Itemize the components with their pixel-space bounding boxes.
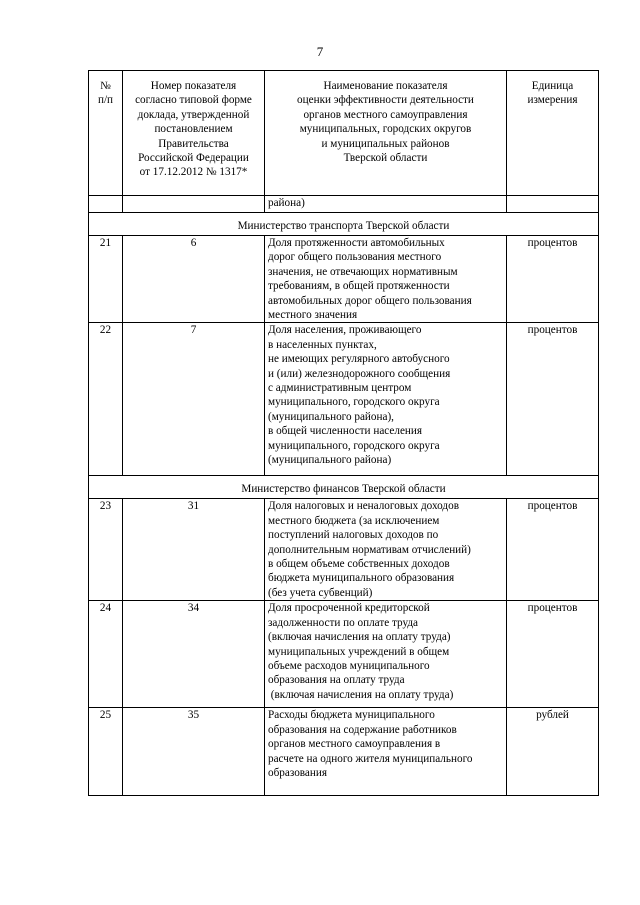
row-name: Доля налоговых и неналоговых доходов местного бюджета (за исключением поступлений налоговых доходов по дополнительным нормативам отчислений) в общем объеме собственных доходов бюджета муниципального образования (без учета субвенций) [265,499,507,601]
page-number: 7 [316,44,324,59]
row-name: Доля населения, проживающего в населенных пунктах, не имеющих регулярного автобусного и (или) железнодорожного сообщения с административным центром муниципального, городского округа (муниципального района), в общей численности населения муниципального, городского округа (муниципального района) [265,323,507,476]
table-row [89,323,599,476]
row-num: 24 [89,601,123,708]
row-unit: процентов [507,601,599,708]
header-code: Номер показателя согласно типовой форме доклада, утвержденной постановлением Правительства Российской Федерации от 17.12.2012 № 1317* [123,71,265,196]
header-name: Наименование показателя оценки эффективности деятельности органов местного самоуправления муниципальных, городских округов и муниципальных районов Тверской области [265,71,507,196]
row-code: 31 [123,499,265,601]
continuation-text: района) [265,196,507,213]
row-code: 7 [123,323,265,476]
row-name: Расходы бюджета муниципального образования на содержание работников органов местного самоуправления в расчете на одного жителя муниципального образования [265,708,507,796]
table-row [89,601,599,708]
continuation-row [89,196,599,213]
row-code: 34 [123,601,265,708]
row-num: 21 [89,236,123,323]
row-code: 35 [123,708,265,796]
header-num: № п/п [89,71,123,196]
section-title-finance: Министерство финансов Тверской области [89,476,599,499]
table-row [89,499,599,601]
row-num: 22 [89,323,123,476]
row-unit: рублей [507,708,599,796]
table-row [89,708,599,796]
section-title-transport: Министерство транспорта Тверской области [89,213,599,236]
header-unit: Единица измерения [507,71,599,196]
table-header-row [89,71,599,196]
row-unit: процентов [507,323,599,476]
row-unit: процентов [507,236,599,323]
table-row [89,236,599,323]
section-row [89,476,599,499]
row-code: 6 [123,236,265,323]
row-name: Доля протяженности автомобильных дорог общего пользования местного значения, не отвечающих нормативным требованиям, в общей протяженности автомобильных дорог общего пользования местного значения [265,236,507,323]
row-unit: процентов [507,499,599,601]
indicators-table [88,70,599,796]
row-num: 23 [89,499,123,601]
row-num: 25 [89,708,123,796]
section-row [89,213,599,236]
row-name: Доля просроченной кредиторской задолженности по оплате труда (включая начисления на оплату труда) муниципальных учреждений в общем объеме расходов муниципального образования на оплату труда (включая начисления на оплату труда) [265,601,507,708]
